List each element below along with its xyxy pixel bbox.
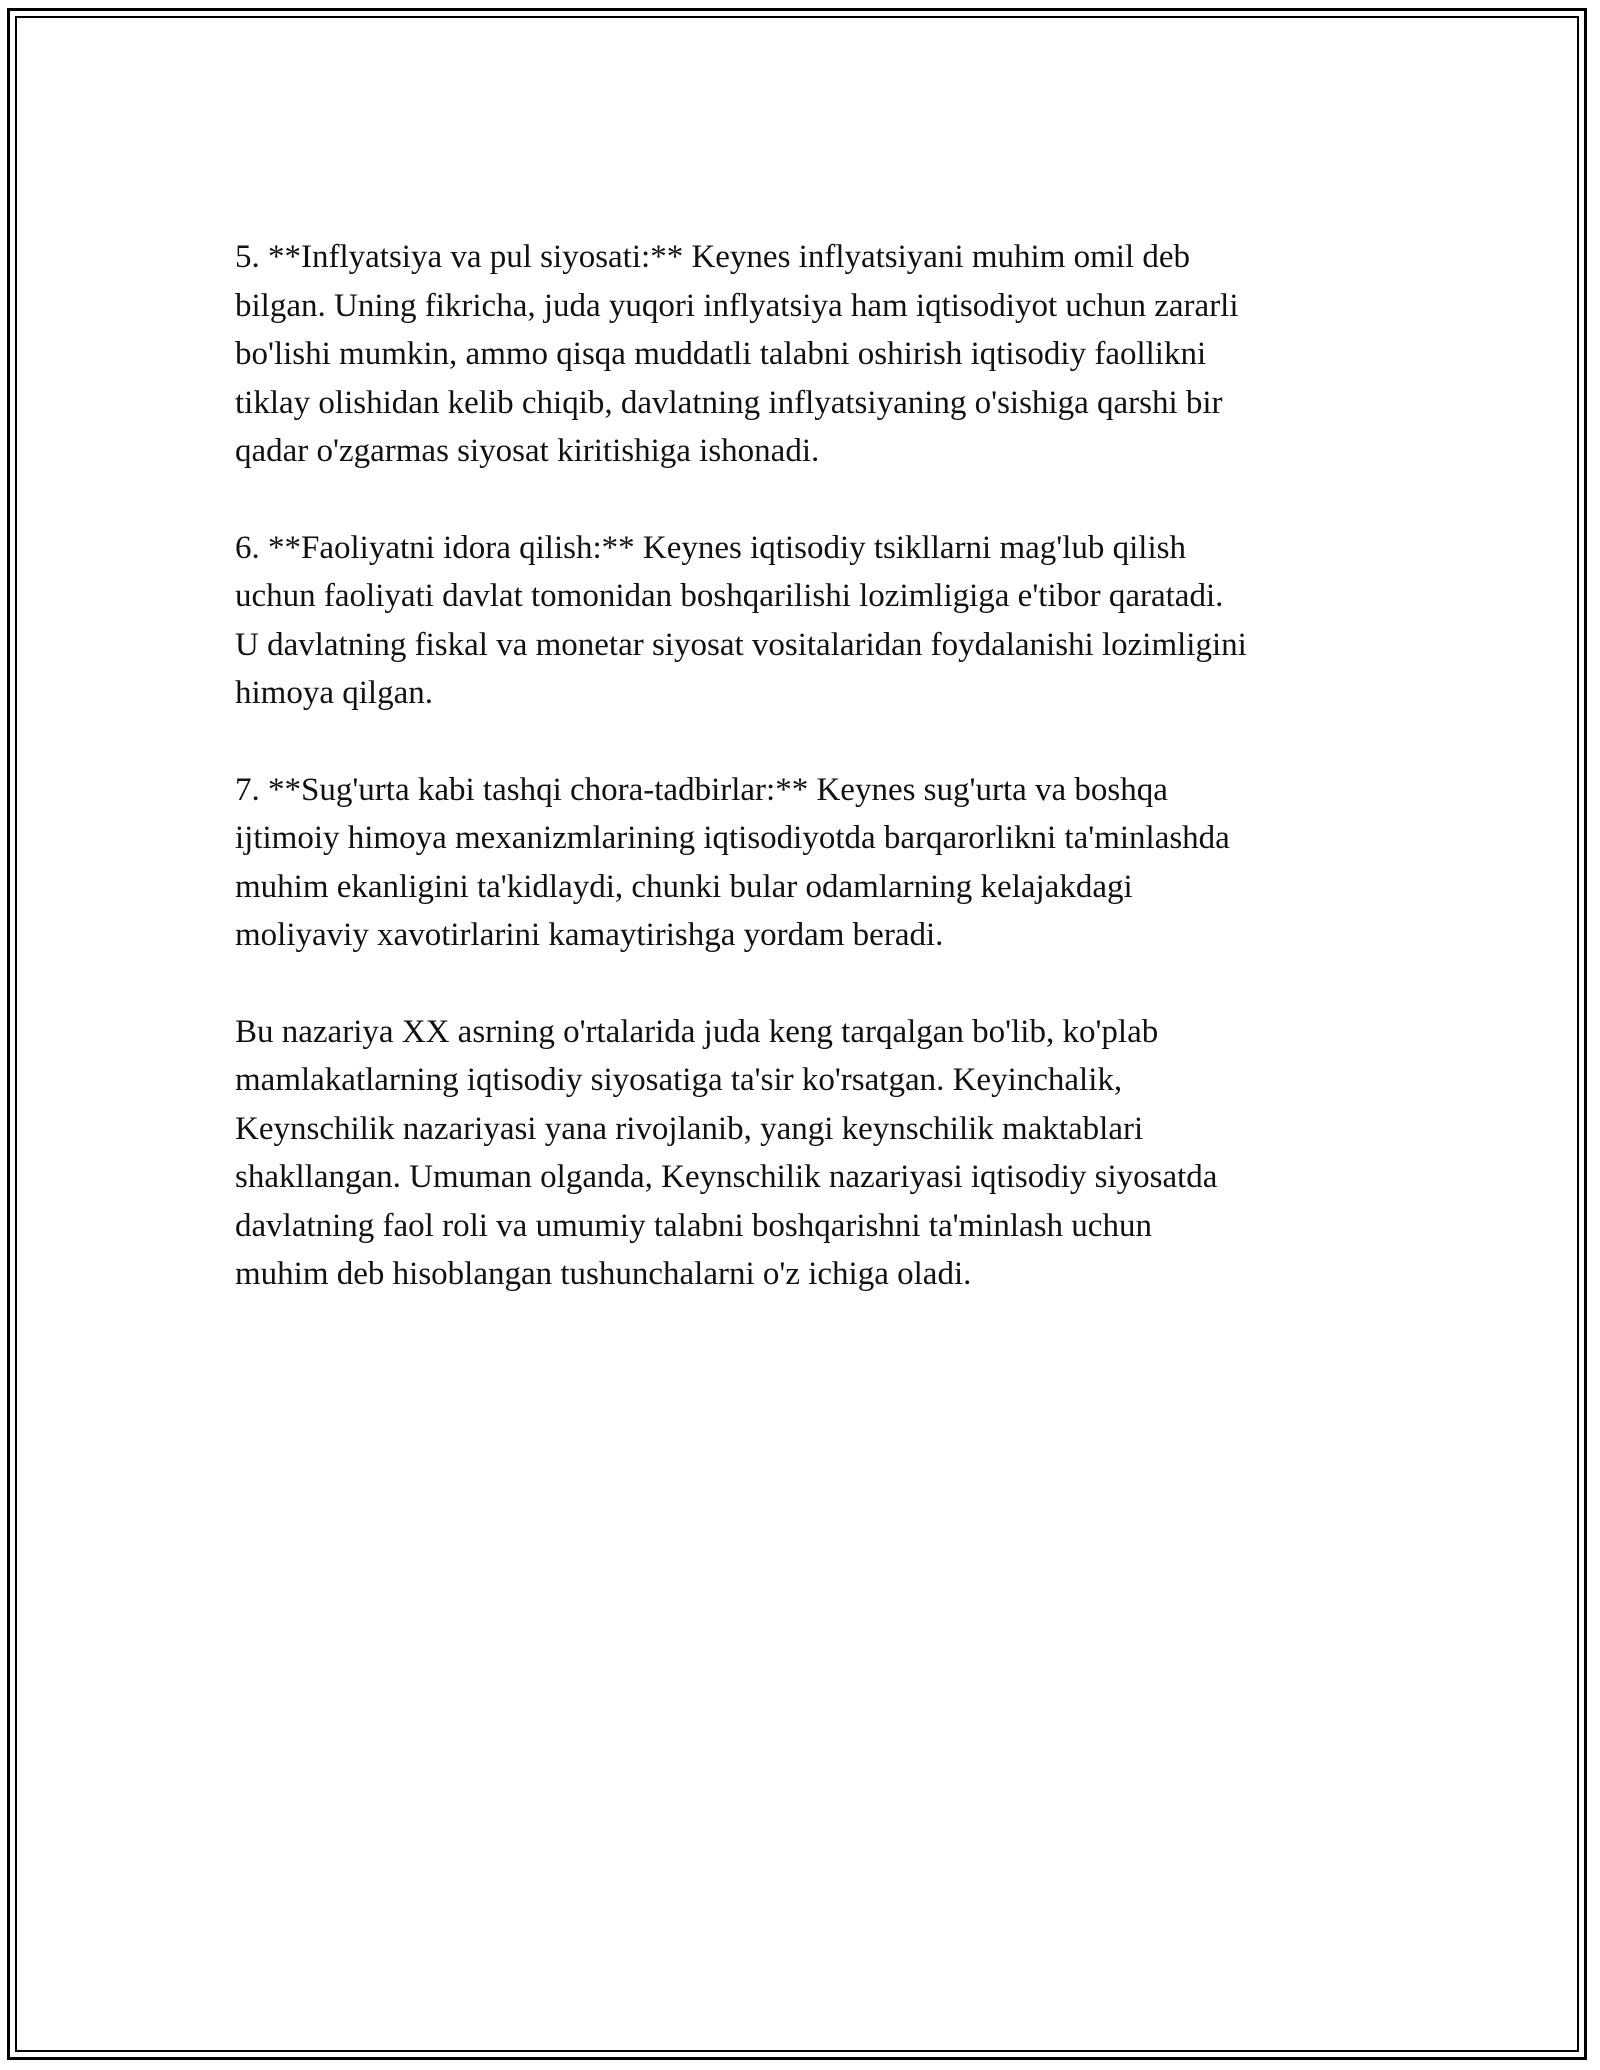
text-line: qadar o'zgarmas siyosat kiritishiga ishonadi. [235,433,820,469]
text-line: shakllangan. Umuman olganda, Keynschilik nazariyasi iqtisodiy siyosatda [235,1159,1218,1195]
text-line: 7. **Sug'urta kabi tashqi chora-tadbirlar:** Keynes sug'urta va boshqa [235,771,1168,808]
text-line: moliyaviy xavotirlarini kamaytirishga yordam beradi. [235,917,944,953]
text-line: uchun faoliyati davlat tomonidan boshqarilishi lozimligiga e'tibor qaratadi. [235,578,1224,614]
text-line: bo'lishi mumkin, ammo qisqa muddatli talabni oshirish iqtisodiy faollikni [235,336,1207,372]
text-line: Keynschilik nazariyasi yana rivojlanib, yangi keynschilik maktablari [235,1110,1144,1147]
paragraph-inflation-policy [235,233,1375,476]
paragraph-activity-management [235,524,1375,718]
text-line: muhim ekanligini ta'kidlaydi, chunki bular odamlarning kelajakdagi [235,868,1133,905]
text-line: 5. **Inflyatsiya va pul siyosati:** Keynes inflyatsiyani muhim omil deb [235,239,1191,275]
text-line: bilgan. Uning fikricha, juda yuqori inflyatsiya ham iqtisodiyot uchun zararli [235,287,1239,324]
text-line: tiklay olishidan kelib chiqib, davlatning inflyatsiyaning o'sishiga qarshi bir [235,384,1223,421]
text-line: Bu nazariya XX asrning o'rtalarida juda keng tarqalgan bo'lib, ko'plab [235,1013,1159,1050]
paragraph-external-measures [235,766,1375,960]
text-line: mamlakatlarning iqtisodiy siyosatiga ta'sir ko'rsatgan. Keyinchalik, [235,1062,1123,1098]
text-line: davlatning faol roli va umumiy talabni boshqarishni ta'minlash uchun [235,1207,1152,1244]
document-body [235,233,1375,1347]
text-line: U davlatning fiskal va monetar siyosat vositalaridan foydalanishi lozimligini [235,626,1247,663]
text-line: 6. **Faoliyatni idora qilish:** Keynes iqtisodiy tsikllarni mag'lub qilish [235,529,1186,566]
text-line: ijtimoiy himoya mexanizmlarining iqtisodiyotda barqarorlikni ta'minlashda [235,820,1230,856]
text-line: muhim deb hisoblangan tushunchalarni o'z ichiga oladi. [235,1256,972,1292]
text-line: himoya qilgan. [235,675,433,711]
paragraph-conclusion [235,1008,1375,1299]
